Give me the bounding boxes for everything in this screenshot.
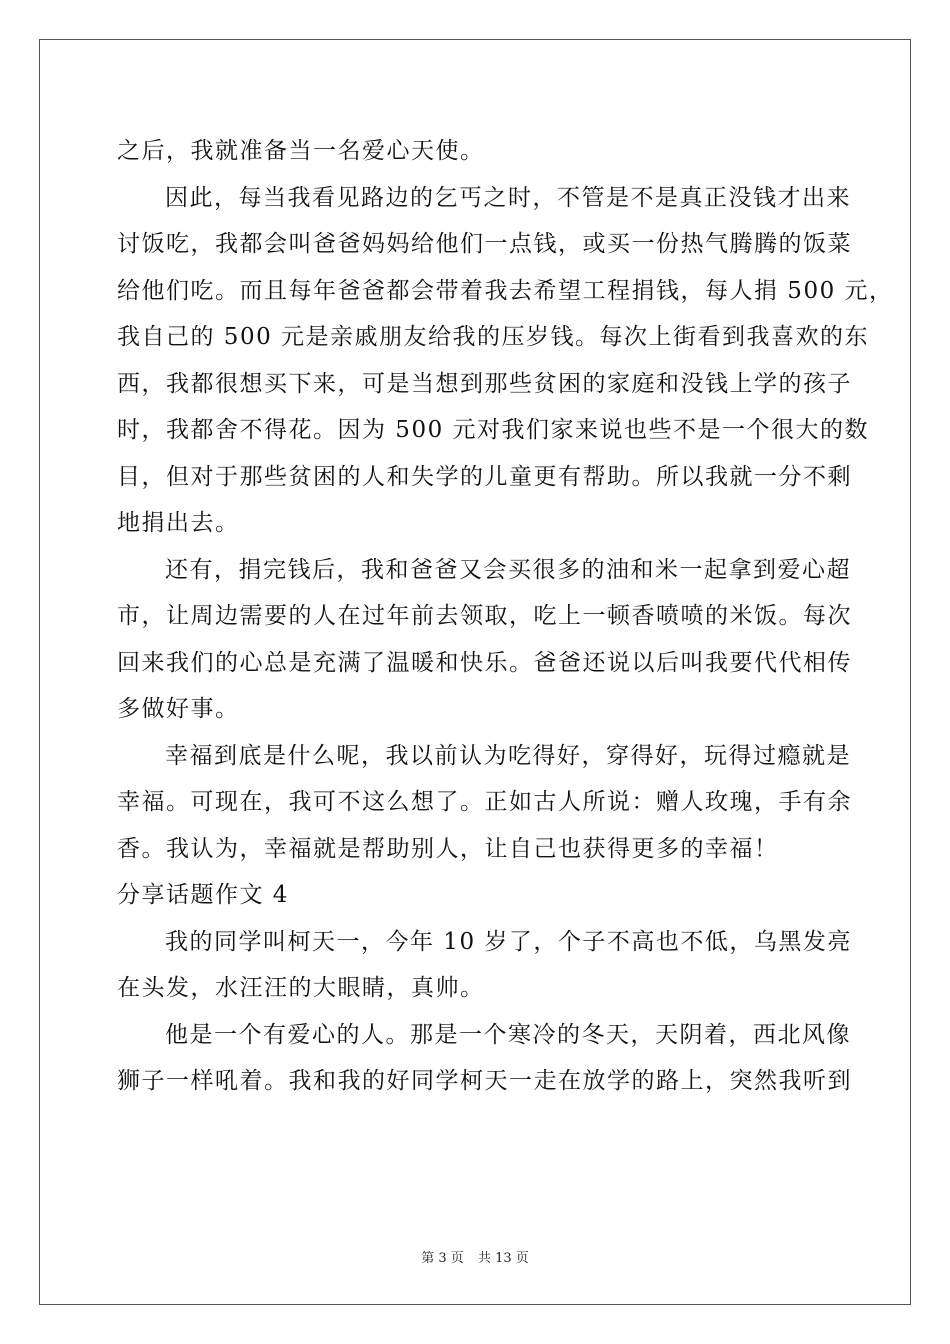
document-body [117, 128, 894, 1105]
text-line: 我自己的 500 元是亲戚朋友给我的压岁钱。每次上街看到我喜欢的东 [117, 324, 870, 350]
text-line: 讨饭吃，我都会叫爸爸妈妈给他们一点钱，或买一份热气腾腾的饭菜 [117, 231, 852, 257]
text-line: 回来我们的心总是充满了温暖和快乐。爸爸还说以后叫我要代代相传 [117, 649, 852, 676]
page-footer [0, 1247, 950, 1266]
text-line: 地捐出去。 [117, 510, 240, 536]
text-line: 香。我认为，幸福就是帮助别人，让自己也获得更多的幸福！ [117, 835, 779, 862]
text-line: 因此，每当我看见路边的乞丐之时，不管是不是真正没钱才出来 [165, 184, 851, 211]
text-line: 幸福。可现在，我可不这么想了。正如古人所说：赠人玫瑰，手有余 [117, 789, 852, 815]
text-line: 在头发，水汪汪的大眼睛，真帅。 [117, 975, 485, 1001]
page-number: 第 3 页 [421, 1251, 464, 1266]
section-heading: 分享话题作文 4 [117, 882, 289, 908]
text-line: 之后，我就准备当一名爱心天使。 [117, 138, 485, 164]
text-line: 多做好事。 [117, 696, 240, 722]
text-line: 给他们吃。而且每年爸爸都会带着我去希望工程捐钱，每人捐 500 元， [117, 277, 894, 304]
text-line: 幸福到底是什么呢，我以前认为吃得好，穿得好，玩得过瘾就是 [165, 742, 851, 769]
page-total: 共 13 页 [477, 1251, 529, 1266]
text-line: 时，我都舍不得花。因为 500 元对我们家来说也些不是一个很大的数 [117, 417, 870, 443]
text-line: 目，但对于那些贫困的人和失学的儿童更有帮助。所以我就一分不剩 [117, 463, 852, 490]
text-line: 市，让周边需要的人在过年前去领取，吃上一顿香喷喷的米饭。每次 [117, 603, 852, 629]
text-line: 我的同学叫柯天一，今年 10 岁了，个子不高也不低，乌黑发亮 [165, 928, 852, 955]
text-line: 还有，捐完钱后，我和爸爸又会买很多的油和米一起拿到爱心超 [165, 556, 851, 583]
text-line: 狮子一样吼着。我和我的好同学柯天一走在放学的路上，突然我听到 [117, 1068, 852, 1094]
text-line: 他是一个有爱心的人。那是一个寒冷的冬天，天阴着，西北风像 [165, 1021, 851, 1048]
text-line: 西，我都很想买下来，可是当想到那些贫困的家庭和没钱上学的孩子 [117, 370, 852, 397]
